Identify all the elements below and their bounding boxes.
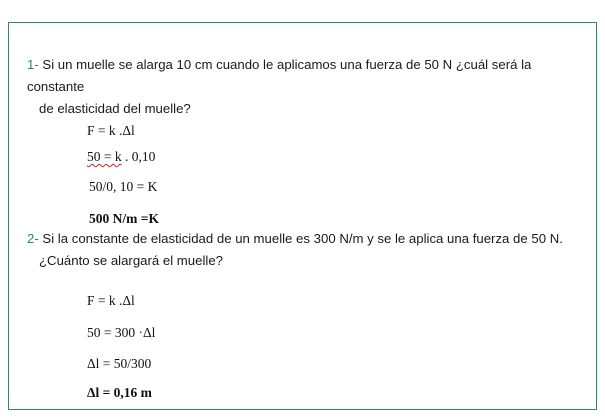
q1-equation-2-right: . 0,10 [121,149,156,164]
q2-equation-1: F = k .Δl [87,293,135,308]
question-1-number: 1- [27,57,39,72]
q1-equation-2 [87,149,155,165]
q2-equation-2: 50 = 300 ·Δl [87,325,156,340]
question-2-text-line2: ¿Cuánto se alargará el muelle? [39,253,223,268]
q2-equation-3: Δl = 50/300 [87,356,152,371]
question-1 [27,54,587,120]
q1-equation-2-left: 50 = k [87,149,122,164]
q1-equation-1: F = k .Δl [87,123,135,138]
q1-equation-3: 50/0, 10 = K [89,179,158,194]
question-2 [27,228,592,272]
question-1-text-line2: de elasticidad del muelle? [39,101,191,116]
question-2-number: 2- [27,231,39,246]
question-1-text-line1: Si un muelle se alarga 10 cm cuando le aplicamos una fuerza de 50 N ¿cuál será la constante [27,57,532,94]
q2-answer: Δl = 0,16 m [87,385,152,400]
question-2-text-line1: Si la constante de elasticidad de un muelle es 300 N/m y se le aplica una fuerza de 50 N. [42,231,563,246]
exercise-box [8,22,597,410]
q1-answer: 500 N/m =K [89,211,159,226]
